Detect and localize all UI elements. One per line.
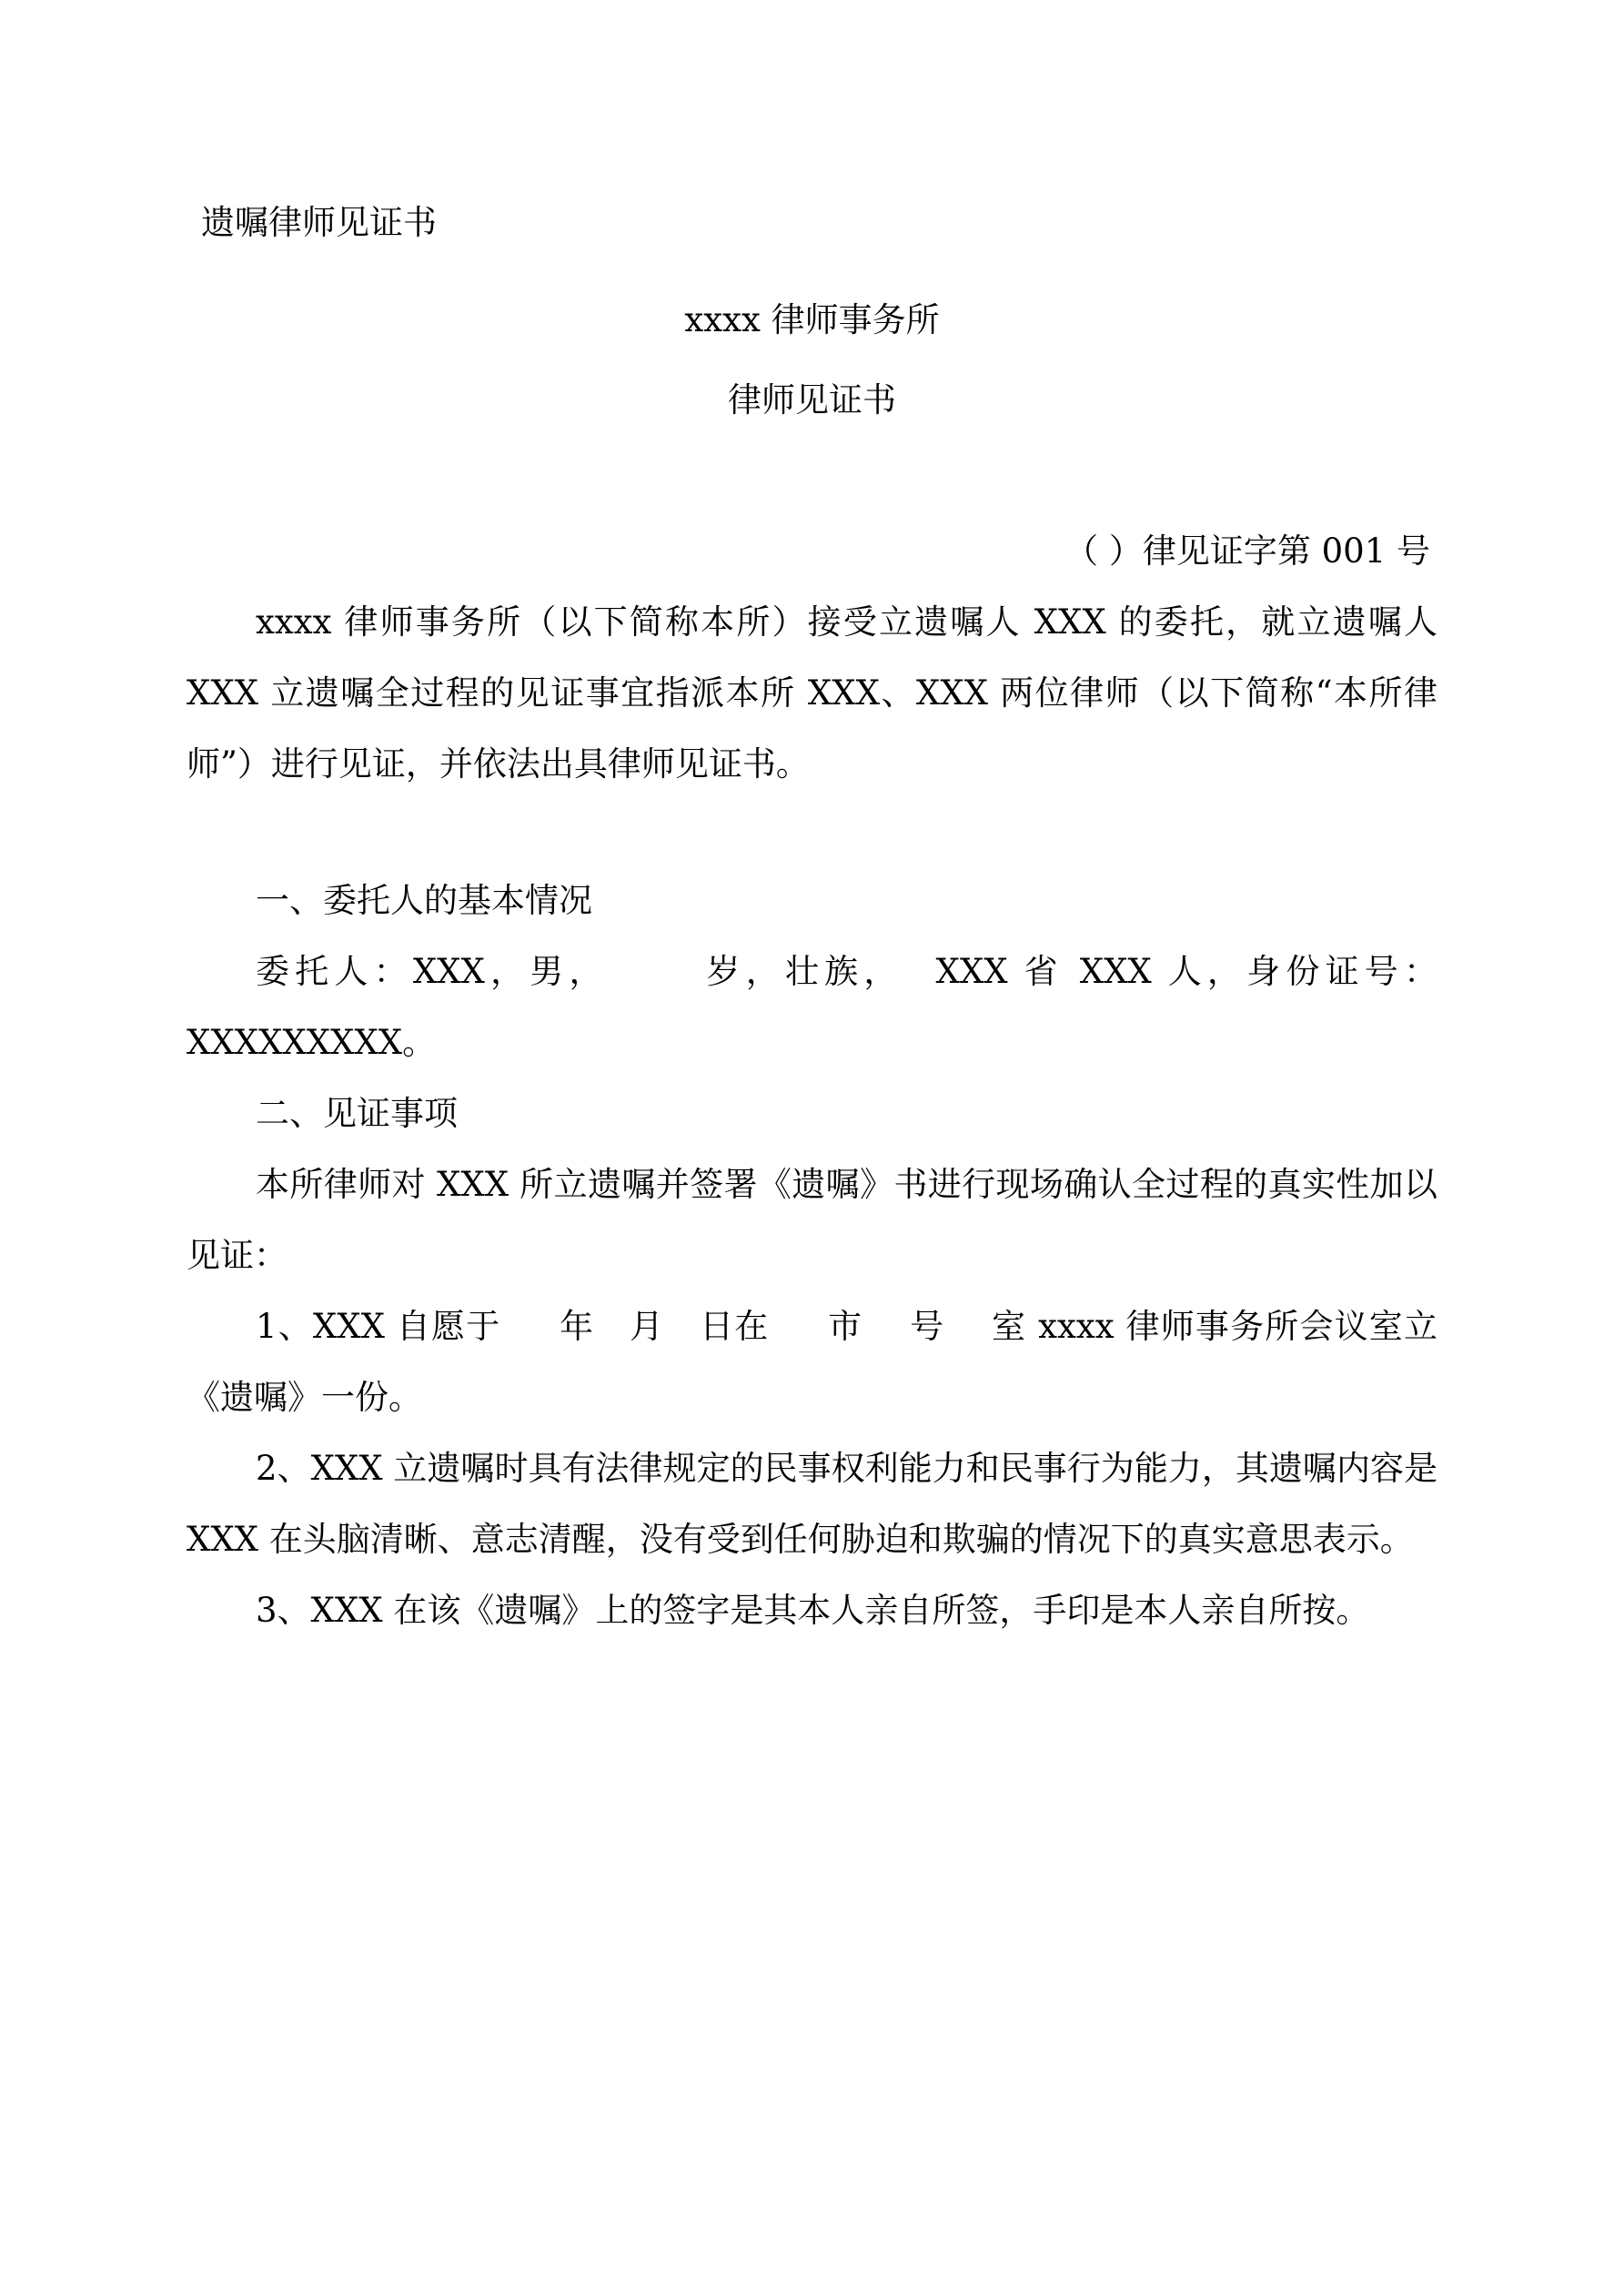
section-2-paragraph-1: 本所律师对 XXX 所立遗嘱并签署《遗嘱》书进行现场确认全过程的真实性加以见证：	[187, 1165, 1437, 1275]
intro-paragraph: xxxx 律师事务所（以下简称本所）接受立遗嘱人 XXX 的委托，就立遗嘱人 XXX 立遗嘱全过程的见证事宜指派本所 XXX、XXX 两位律师（以下简称“本所律师”）进行见证，并依法出具律师见证书。	[187, 602, 1448, 784]
law-firm-name: xxxx 律师事务所	[684, 300, 940, 339]
section-2-paragraph-4: 3、XXX 在该《遗嘱》上的签字是其本人亲自所签，手印是本人亲自所按。	[256, 1591, 1370, 1630]
document-body	[187, 196, 1448, 1646]
section-2-paragraph-3: 2、XXX 立遗嘱时具有法律规定的民事权利能力和民事行为能力，其遗嘱内容是 XXX 在头脑清晰、意志清醒，没有受到任何胁迫和欺骗的情况下的真实意思表示。	[187, 1449, 1448, 1559]
section-2-heading: 二、见证事项	[256, 1094, 458, 1133]
spacer-after-intro	[187, 800, 1437, 865]
document-title: 律师见证书	[728, 380, 896, 420]
section-1-paragraph-1: 委托人：XXX，男， 岁，壮族， XXX 省 XXX 人，身份证号：XXXXXXXXX。	[187, 952, 1437, 1062]
spacer-after-title	[187, 436, 1437, 516]
section-2-paragraph-2: 1、XXX 自愿于 年 月 日在 市 号 室 xxxx 律师事务所会议室立《遗嘱》一份。	[187, 1307, 1437, 1417]
document-number: （ ）律见证字第 001 号	[1064, 531, 1430, 571]
section-1-heading: 一、委托人的基本情况	[256, 881, 592, 920]
document-header-label: 遗嘱律师见证书	[201, 203, 437, 242]
